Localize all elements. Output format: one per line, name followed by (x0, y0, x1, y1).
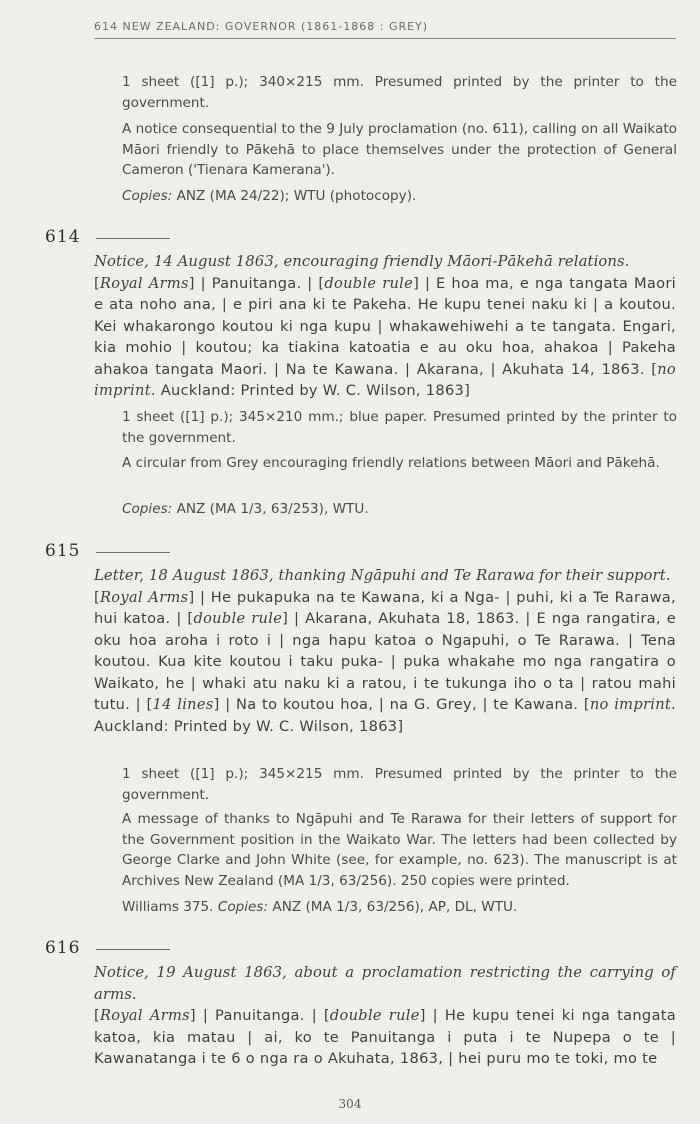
entry-description: A circular from Grey encouraging friendly relations between Māori and Pākehā. (122, 455, 660, 471)
entry-614 (94, 251, 676, 402)
entry-615 (94, 565, 676, 737)
copies-text: ANZ (MA 24/22); WTU (photocopy). (176, 188, 417, 204)
copies-label: Copies: (122, 188, 173, 204)
entry-616 (94, 962, 676, 1070)
entry-rule (96, 949, 170, 950)
physical-description: 1 sheet ([1] p.); 340×215 mm. Presumed printed by the printer to the government. (122, 74, 677, 111)
copies-label: Copies: (217, 899, 269, 915)
entry-number: 614 (45, 227, 81, 247)
reference: Williams 375. (122, 899, 214, 915)
entry-number: 615 (45, 541, 81, 561)
entry-transcription: [Royal Arms] | Panuitanga. | [double rule] | E hoa ma, e nga tangata Maori e ata noho ana, | e piri ana ki te Pakeha. He kupu tenei naku ki | a koutou. Kei whakarongo koutou ki nga kupu | whakawehiwehi a te tangata. Engari, kia mohio | koutou; ka tiakina katoatia e au oku hoa, ahakoa | Pakeha ahakoa tangata Maori. | Na te Kawana. | Akarana, | Akuhata 14, 1863. [no imprint. Auckland: Printed by W. C. Wilson, 1863] (94, 274, 676, 399)
entry-description: A message of thanks to Ngāpuhi and Te Rarawa for their letters of support for the Government position in the Waikato War. The letters had been collected by George Clarke and John White (see, for example, no. 623). The manuscript is at Archives New Zealand (MA 1/3, 63/256). 250 copies were printed. (122, 811, 677, 889)
copies-text: ANZ (MA 1/3, 63/256), AP, DL, WTU. (272, 899, 518, 915)
entry-title: Notice, 19 August 1863, about a proclamation restricting the carrying of arms. (94, 964, 676, 1003)
physical-description: 1 sheet ([1] p.); 345×215 mm. Presumed printed by the printer to the government. (122, 766, 677, 803)
copies-line (122, 499, 677, 520)
entry-title: Notice, 14 August 1863, encouraging friendly Māori-Pākehā relations. (94, 253, 630, 270)
physical-description: 1 sheet ([1] p.); 345×210 mm.; blue paper. Presumed printed by the printer to the government. (122, 409, 677, 446)
entry-rule (96, 552, 170, 553)
copies-label: Copies: (122, 501, 173, 517)
running-head: 614 NEW ZEALAND: GOVERNOR (1861-1868 : GREY) (94, 20, 429, 33)
entry-rule (96, 238, 170, 239)
entry-number: 616 (45, 938, 81, 958)
copies-text: ANZ (MA 1/3, 63/253), WTU. (176, 501, 369, 517)
header-rule (94, 38, 676, 39)
entry-transcription: [Royal Arms] | Panuitanga. | [double rule] | He kupu tenei ki nga tangata katoa, kia matau | ai, ko te Panuitanga i puta i te Nupepa o te | Kawanatanga i te 6 o nga ra o Akuhata, 1863, | hei puru mo te toki, mo te (94, 1007, 676, 1067)
entry-transcription: [Royal Arms] | He pukapuka na te Kawana, ki a Nga- | puhi, ki a Te Rarawa, hui katoa. | [double rule] | Akarana, Akuhata 18, 1863. | E nga rangatira, e oku hoa aroha i roto i | nga hapu katoa o Ngapuhi, o Te Rarawa. | Tena koutou. Kua kite koutou i taku puka- | puka whakahe mo nga rangatira o Waikato, he | whaki atu naku ki a ratou, i te tukunga iho o ta | ratou mahi tutu. | [14 lines] | Na to koutou hoa, | na G. Grey, | te Kawana. [no imprint. Auckland: Printed by W. C. Wilson, 1863] (94, 588, 677, 735)
copies-line (122, 186, 677, 207)
entry-description: A notice consequential to the 9 July proclamation (no. 611), calling on all Waikato Māori friendly to Pākehā to place themselves under the protection of General Cameron ('Tienara Kamerana'). (122, 121, 677, 178)
entry-title: Letter, 18 August 1863, thanking Ngāpuhi and Te Rarawa for their support. (94, 567, 671, 584)
copies-line (122, 897, 677, 918)
page-number: 304 (338, 1097, 362, 1111)
